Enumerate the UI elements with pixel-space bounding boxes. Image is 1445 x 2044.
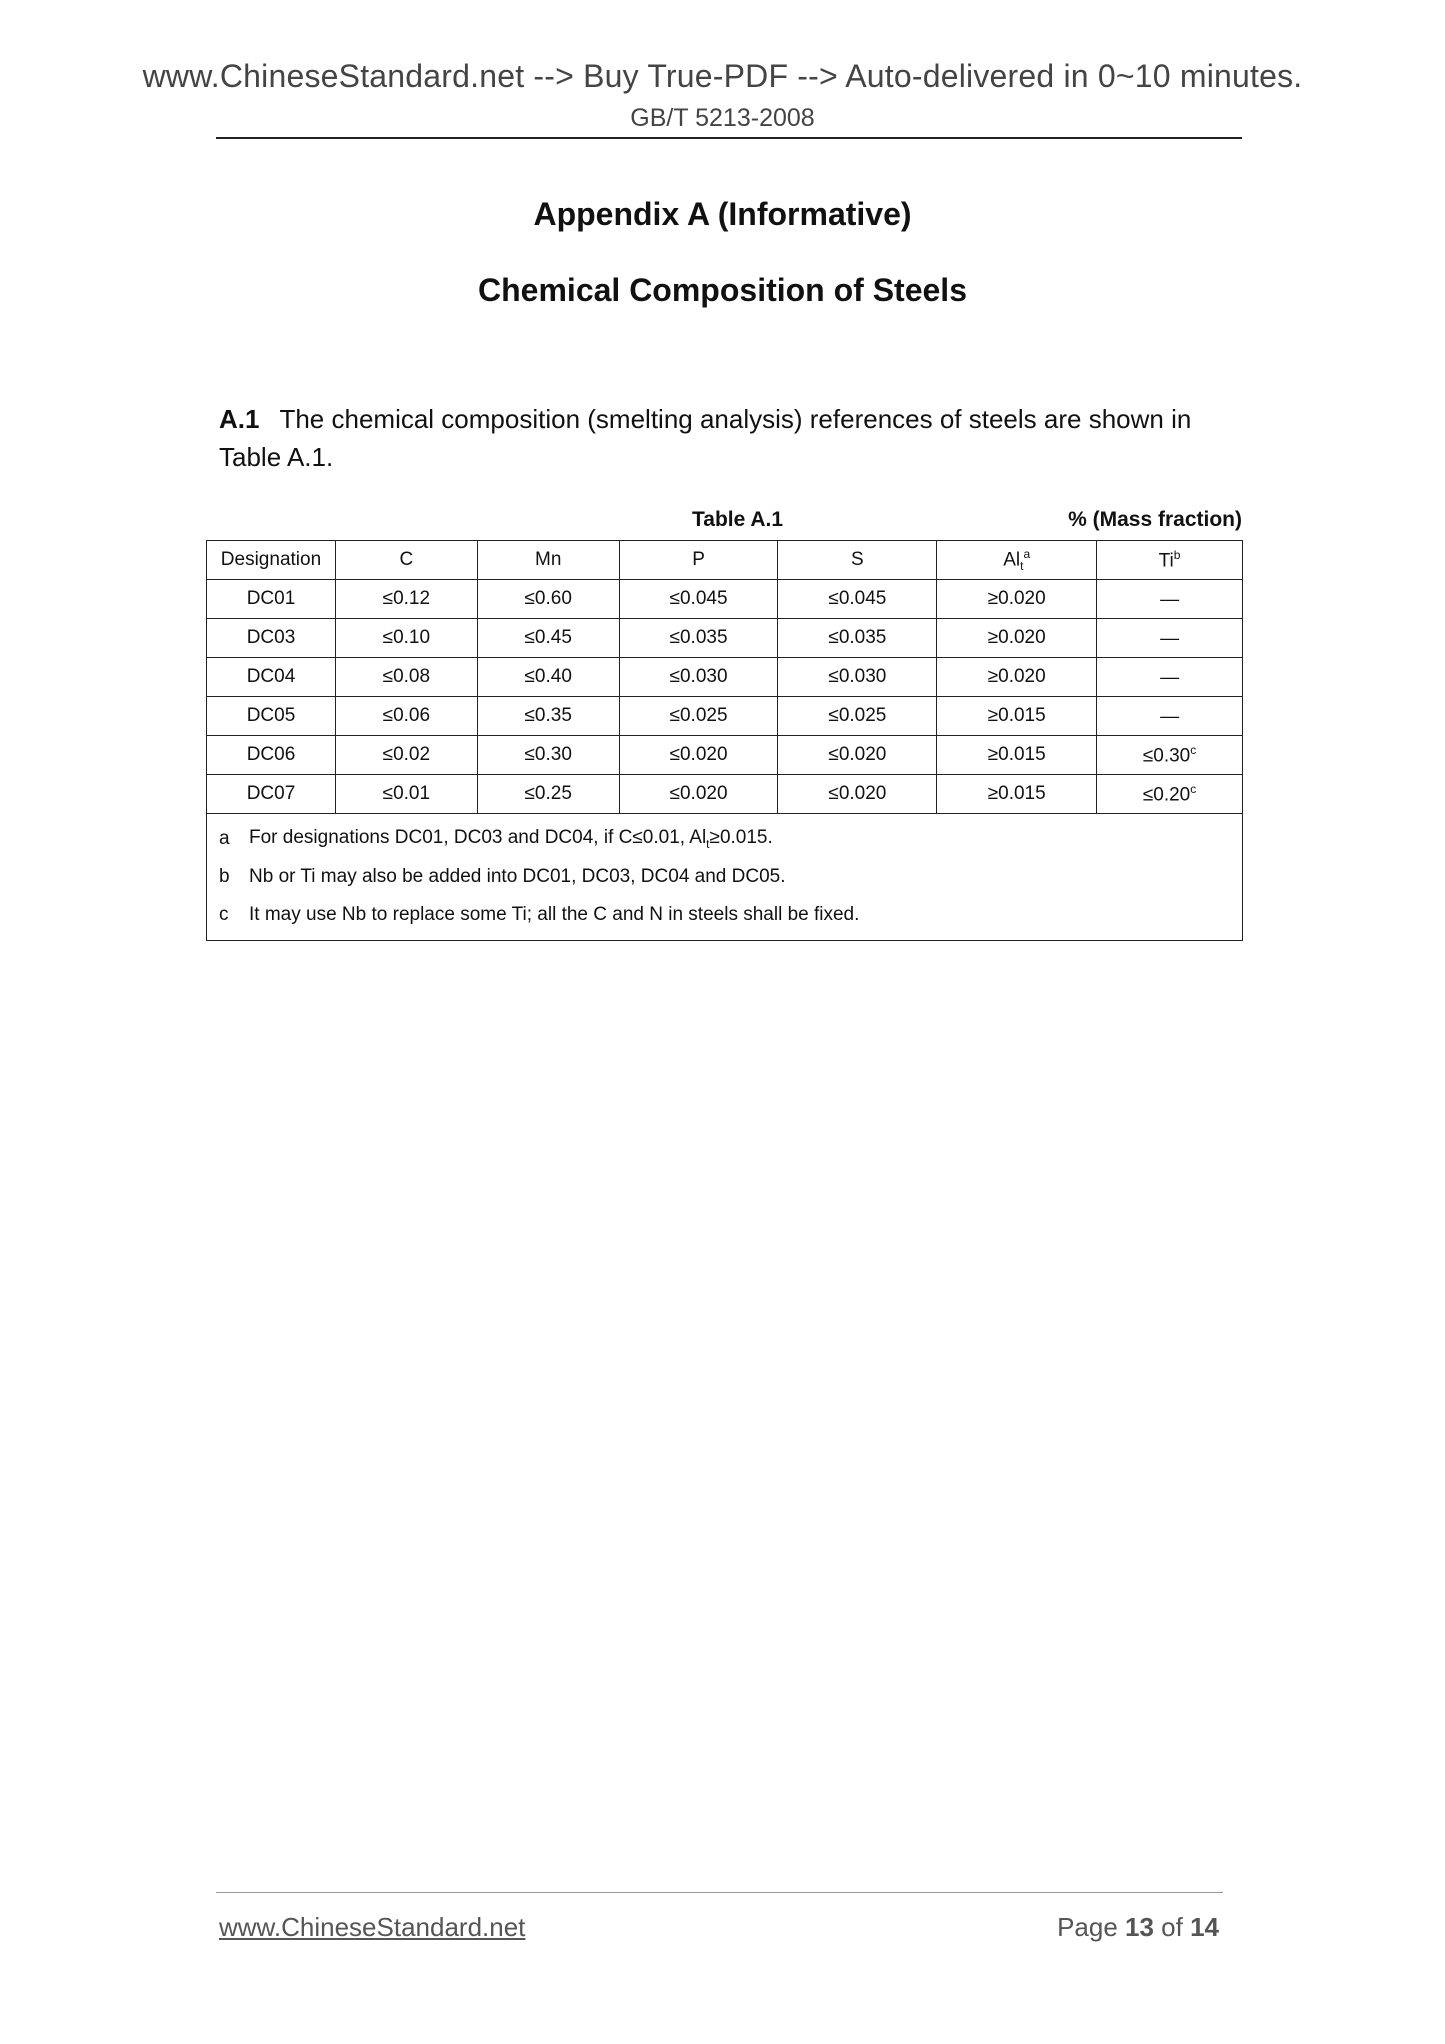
table-row [207, 736, 1243, 775]
table-title: Table A.1 [692, 508, 784, 531]
appendix-subtitle: Chemical Composition of Steels [478, 272, 967, 308]
cell-s: ≤0.020 [778, 736, 937, 775]
cell-c: ≤0.12 [335, 580, 477, 619]
cell-alt: ≥0.015 [937, 736, 1097, 775]
note-label: a [219, 828, 230, 849]
cell-p: ≤0.030 [619, 658, 778, 697]
note-label: b [219, 866, 230, 887]
cell-mn: ≤0.30 [477, 736, 619, 775]
cell-ti: ≤0.20$^c$ [1097, 775, 1243, 814]
cell-c: ≤0.02 [335, 736, 477, 775]
table-row [207, 658, 1243, 697]
cell-s: ≤0.035 [778, 619, 937, 658]
table-note [219, 896, 1242, 934]
clause-text: The chemical composition (smelting analysis) references of steels are shown in Table A.1. [219, 404, 1192, 472]
cell-s: ≤0.030 [778, 658, 937, 697]
cell-mn: ≤0.25 [477, 775, 619, 814]
header-designation: Designation [207, 541, 336, 580]
cell-ti: ≤0.30$^c$ [1097, 736, 1243, 775]
header-alt: $Al_t^a$ [937, 541, 1097, 580]
clause-number: A.1 [219, 404, 260, 434]
cell-p: ≤0.025 [619, 697, 778, 736]
header-s: S [778, 541, 937, 580]
cell-s: ≤0.045 [778, 580, 937, 619]
cell-alt: ≥0.020 [937, 658, 1097, 697]
table-unit: % (Mass fraction) [1068, 508, 1242, 531]
cell-ti: — [1097, 619, 1243, 658]
note-text: It may use Nb to replace some Ti; all the C and N in steels shall be fixed. [249, 904, 860, 925]
cell-p: ≤0.045 [619, 580, 778, 619]
cell-ti: — [1097, 580, 1243, 619]
appendix-title: Appendix A (Informative) [533, 196, 912, 232]
cell-designation: DC04 [207, 658, 336, 697]
cell-designation: DC03 [207, 619, 336, 658]
cell-p: ≤0.020 [619, 736, 778, 775]
note-text: Nb or Ti may also be added into DC01, DC03, DC04 and DC05. [249, 866, 786, 887]
table-note [219, 820, 1242, 858]
cell-alt: ≥0.020 [937, 619, 1097, 658]
cell-p: ≤0.035 [619, 619, 778, 658]
cell-c: ≤0.06 [335, 697, 477, 736]
table-notes [207, 814, 1243, 941]
cell-mn: ≤0.60 [477, 580, 619, 619]
composition-table [206, 540, 1243, 941]
cell-ti: — [1097, 697, 1243, 736]
total-pages: 14 [1190, 1912, 1219, 1942]
note-text: For designations DC01, DC03 and DC04, if C≤0.01, $Al_t\ge 0.015$. [249, 827, 773, 851]
cell-designation: DC01 [207, 580, 336, 619]
table-row [207, 580, 1243, 619]
cell-c: ≤0.10 [335, 619, 477, 658]
site-banner: www.ChineseStandard.net --> Buy True-PDF --> Auto-delivered in 0~10 minutes. [142, 58, 1303, 94]
table-caption [206, 508, 1242, 538]
footer-site-link[interactable]: www.ChineseStandard.net [219, 1912, 526, 1942]
table-row [207, 697, 1243, 736]
cell-c: ≤0.08 [335, 658, 477, 697]
cell-s: ≤0.025 [778, 697, 937, 736]
document-number: GB/T 5213-2008 [630, 104, 815, 132]
current-page: 13 [1125, 1912, 1154, 1942]
table-note [219, 858, 1242, 896]
header-divider [216, 137, 1242, 139]
table-notes-row [207, 814, 1243, 941]
cell-mn: ≤0.35 [477, 697, 619, 736]
header-p: P [619, 541, 778, 580]
cell-mn: ≤0.45 [477, 619, 619, 658]
header-c: C [335, 541, 477, 580]
page-indicator: Page 13 of 14 [1057, 1912, 1219, 1942]
cell-ti: — [1097, 658, 1243, 697]
cell-s: ≤0.020 [778, 775, 937, 814]
table-header-row [207, 541, 1243, 580]
cell-c: ≤0.01 [335, 775, 477, 814]
header-mn: Mn [477, 541, 619, 580]
header-ti: Ti$^b$ [1097, 541, 1243, 580]
cell-designation: DC06 [207, 736, 336, 775]
footer-divider [216, 1892, 1223, 1893]
cell-alt: ≥0.015 [937, 775, 1097, 814]
cell-designation: DC07 [207, 775, 336, 814]
note-label: c [219, 904, 229, 925]
cell-designation: DC05 [207, 697, 336, 736]
cell-p: ≤0.020 [619, 775, 778, 814]
table-row [207, 619, 1243, 658]
cell-alt: ≥0.015 [937, 697, 1097, 736]
table-row [207, 775, 1243, 814]
clause-a1 [219, 400, 1239, 476]
cell-alt: ≥0.020 [937, 580, 1097, 619]
cell-mn: ≤0.40 [477, 658, 619, 697]
